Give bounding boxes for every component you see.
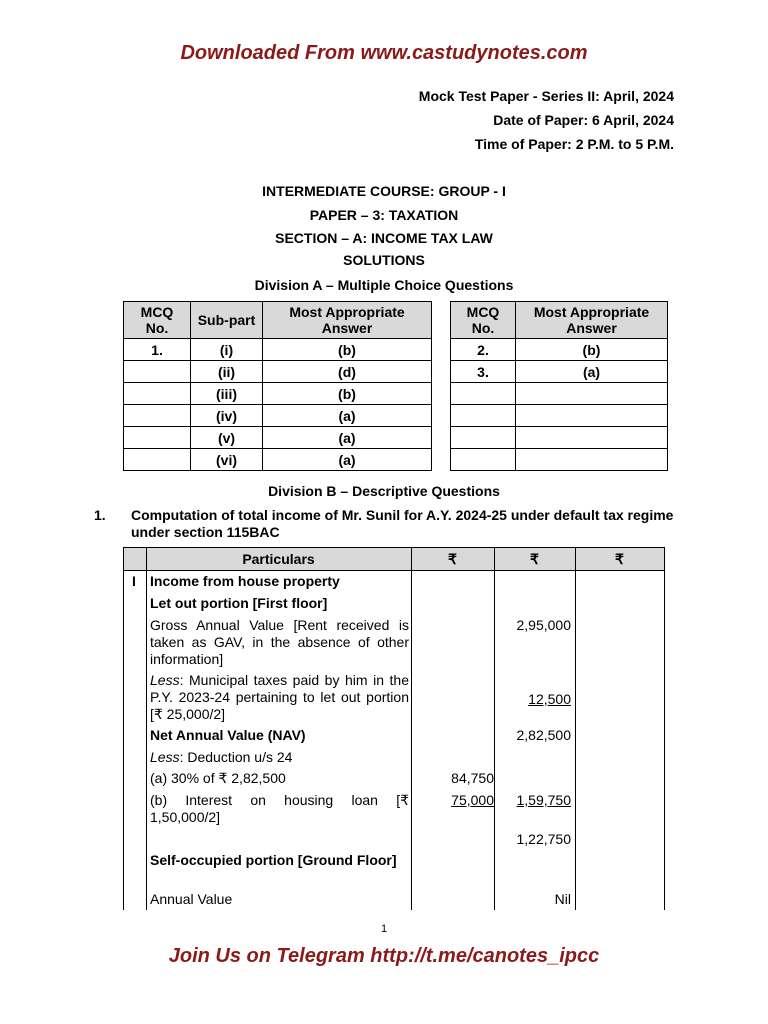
cell [451,383,516,405]
cell [451,427,516,449]
rupee-header: ₹ [448,551,457,567]
deduction-total [494,792,571,809]
computation-table [123,547,665,910]
division-a-title: Division A – Multiple Choice Questions [254,277,514,293]
annual-value-text: Annual Value [150,891,233,907]
paper-title: PAPER – 3: TAXATION [309,207,459,223]
self-occupied-heading: Self-occupied portion [Ground Floor] [150,852,397,868]
cell: (iv) [191,405,263,427]
cell: (vi) [191,449,263,471]
table-row [124,361,432,383]
cell: (b) [263,339,432,361]
deduction-b-value [411,792,494,809]
paper-date: Date of Paper: 6 April, 2024 [493,112,674,128]
less-label: Less [150,749,180,765]
section-title: SECTION – A: INCOME TAX LAW [275,230,493,246]
nav-text: Net Annual Value (NAV) [150,727,306,743]
question-text: Computation of total income of Mr. Sunil for A.Y. 2024-25 under default tax regime under section 115BAC [131,507,674,540]
cell [451,405,516,427]
cell: 1. [124,339,191,361]
paper-series: Mock Test Paper - Series II: April, 2024 [418,88,674,104]
roman-numeral: I [132,573,136,589]
cell: (d) [263,361,432,383]
cell: 3. [451,361,516,383]
col-header: MCQ No. [124,302,191,339]
table-row [124,405,432,427]
let-out-heading: Let out portion [First floor] [150,595,328,611]
particulars-header: Particulars [242,551,315,567]
page-number: 1 [380,923,388,935]
cell: (iii) [191,383,263,405]
cell [124,405,191,427]
table-row [451,405,668,427]
cell: (a) [263,449,432,471]
col-divider [411,548,412,910]
table-row [124,383,432,405]
less-label: Less [150,672,180,688]
col-header: Sub-part [191,302,263,339]
division-b-title: Division B – Descriptive Questions [268,483,500,499]
cell: (ii) [191,361,263,383]
mcq-table-1 [123,301,432,471]
table-row [124,449,432,471]
table-row [451,339,668,361]
municipal-desc: : Municipal taxes paid by him in the P.Y. 2023-24 pertaining to let out portion [₹ 25,000/2] [150,672,409,722]
deduction-total-text: 1,59,750 [516,792,571,808]
col-header: MCQ No. [451,302,516,339]
cell: (a) [263,427,432,449]
cell [124,361,191,383]
cell: (i) [191,339,263,361]
cell [516,405,668,427]
municipal-value-text: 12,500 [528,691,571,707]
deduction-b-value-text: 75,000 [451,792,494,808]
annual-value-amount: Nil [554,891,571,907]
mcq-table-2 [450,301,668,471]
question-number: 1. [94,507,106,523]
cell: 2. [451,339,516,361]
gav-value: 2,95,000 [516,617,571,633]
course-title: INTERMEDIATE COURSE: GROUP - I [262,183,506,199]
municipal-value [494,691,571,708]
deduction-a-value: 84,750 [451,770,494,786]
cell: (a) [263,405,432,427]
paper-time: Time of Paper: 2 P.M. to 5 P.M. [474,136,674,152]
deduction-a-text: (a) 30% of ₹ 2,82,500 [150,770,286,786]
table-row [451,449,668,471]
table-row [451,427,668,449]
deduction-b-text: (b) Interest on housing loan [₹ 1,50,000/2] [150,792,409,825]
deduction-text [150,749,292,766]
nav-value: 2,82,500 [516,727,571,743]
cell [451,449,516,471]
table-row [451,383,668,405]
solutions-title: SOLUTIONS [343,252,425,268]
hp-heading: Income from house property [150,573,340,589]
cell: (b) [516,339,668,361]
telegram-banner: Join Us on Telegram http://t.me/canotes_ipcc [168,945,600,967]
cell: (a) [516,361,668,383]
rupee-header: ₹ [615,551,624,567]
deduction-desc: : Deduction u/s 24 [179,749,293,765]
cell: (b) [263,383,432,405]
cell [124,449,191,471]
net-let-out-value: 1,22,750 [516,831,571,847]
cell [516,383,668,405]
cell [124,427,191,449]
table-row [124,339,432,361]
municipal-text [150,672,409,723]
cell: (v) [191,427,263,449]
table-row [124,427,432,449]
cell [516,449,668,471]
col-header: Most Appropriate Answer [516,302,668,339]
col-divider [575,548,576,910]
gav-text: Gross Annual Value [Rent received is taken as GAV, in the absence of other information] [150,617,409,667]
rupee-header: ₹ [530,551,539,567]
download-banner: Downloaded From www.castudynotes.com [180,42,588,64]
col-header: Most Appropriate Answer [263,302,432,339]
table-row [451,361,668,383]
cell [124,383,191,405]
cell [516,427,668,449]
col-divider [146,548,147,910]
